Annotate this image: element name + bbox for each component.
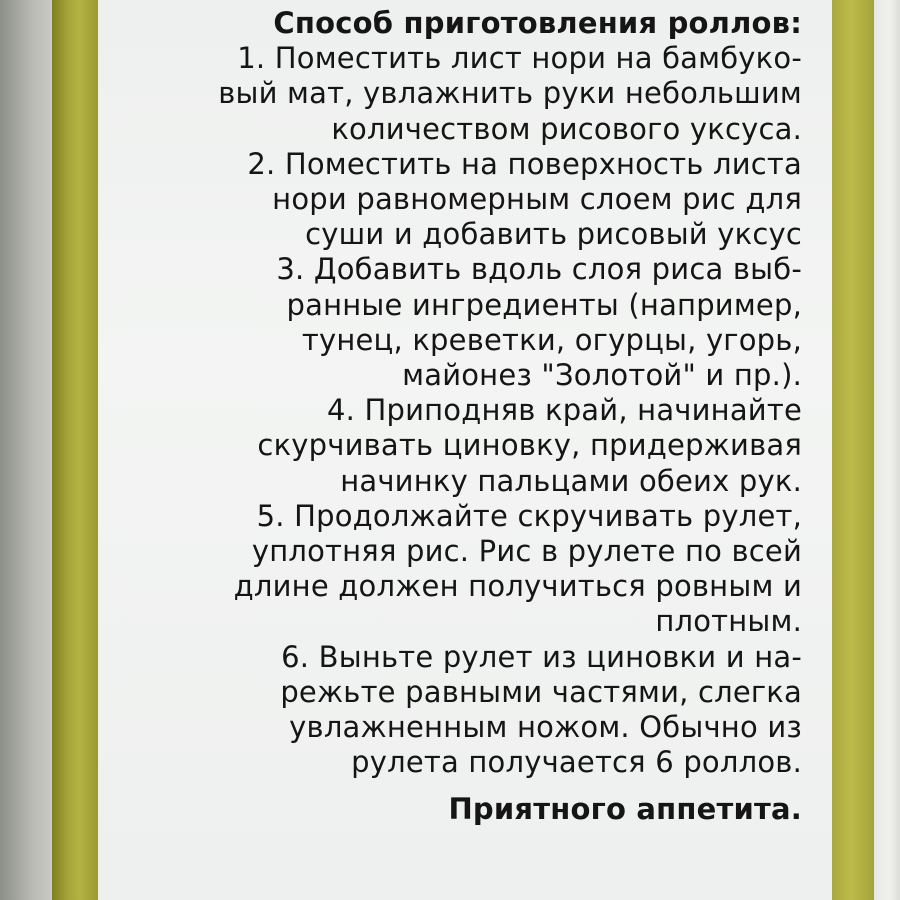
instruction-line: 5. Продолжайте скручивать рулет, bbox=[256, 498, 802, 533]
right-olive-stripe bbox=[832, 0, 874, 900]
instructions-heading: Способ приготовления роллов: bbox=[273, 6, 802, 40]
instruction-line: 3. Добавить вдоль слоя риса выб- bbox=[276, 252, 802, 287]
package-edge bbox=[874, 0, 900, 900]
instruction-line: 6. Выньте рулет из циновки и на- bbox=[281, 639, 802, 674]
instruction-line: скурчивать циновку, придерживая bbox=[257, 428, 802, 463]
instruction-line: увлажненным ножом. Обычно из bbox=[289, 710, 802, 745]
instruction-line: количеством рисового уксуса. bbox=[331, 111, 802, 146]
instruction-line: рулета получается 6 роллов. bbox=[351, 745, 802, 780]
instruction-line: вый мат, увлажнить руки небольшим bbox=[218, 76, 802, 111]
instruction-line: режьте равными частями, слегка bbox=[280, 674, 802, 709]
instruction-line: тунец, креветки, огурцы, угорь, bbox=[301, 322, 802, 357]
label-panel bbox=[98, 0, 832, 900]
instruction-line: плотным. bbox=[655, 604, 802, 639]
left-olive-stripe bbox=[52, 0, 98, 900]
instruction-line: 2. Поместить на поверхность листа bbox=[247, 146, 802, 181]
instruction-line: 1. Поместить лист нори на бамбуко- bbox=[237, 41, 802, 76]
instruction-line: суши и добавить рисовый уксус bbox=[305, 217, 802, 252]
instruction-line: уплотняя рис. Рис в рулете по всей bbox=[251, 534, 802, 569]
instruction-line: нори равномерным слоем рис для bbox=[272, 182, 802, 217]
instruction-line: майонез "Золотой" и пр.). bbox=[402, 358, 802, 393]
instructions-block bbox=[112, 6, 802, 828]
instruction-line: 4. Приподняв край, начинайте bbox=[326, 393, 802, 428]
instruction-line: длине должен получиться ровным и bbox=[233, 569, 802, 604]
instruction-line: начинку пальцами обеих рук. bbox=[340, 463, 802, 498]
instruction-line: ранные ингредиенты (например, bbox=[286, 287, 802, 322]
closing-text: Приятного аппетита. bbox=[448, 792, 802, 827]
